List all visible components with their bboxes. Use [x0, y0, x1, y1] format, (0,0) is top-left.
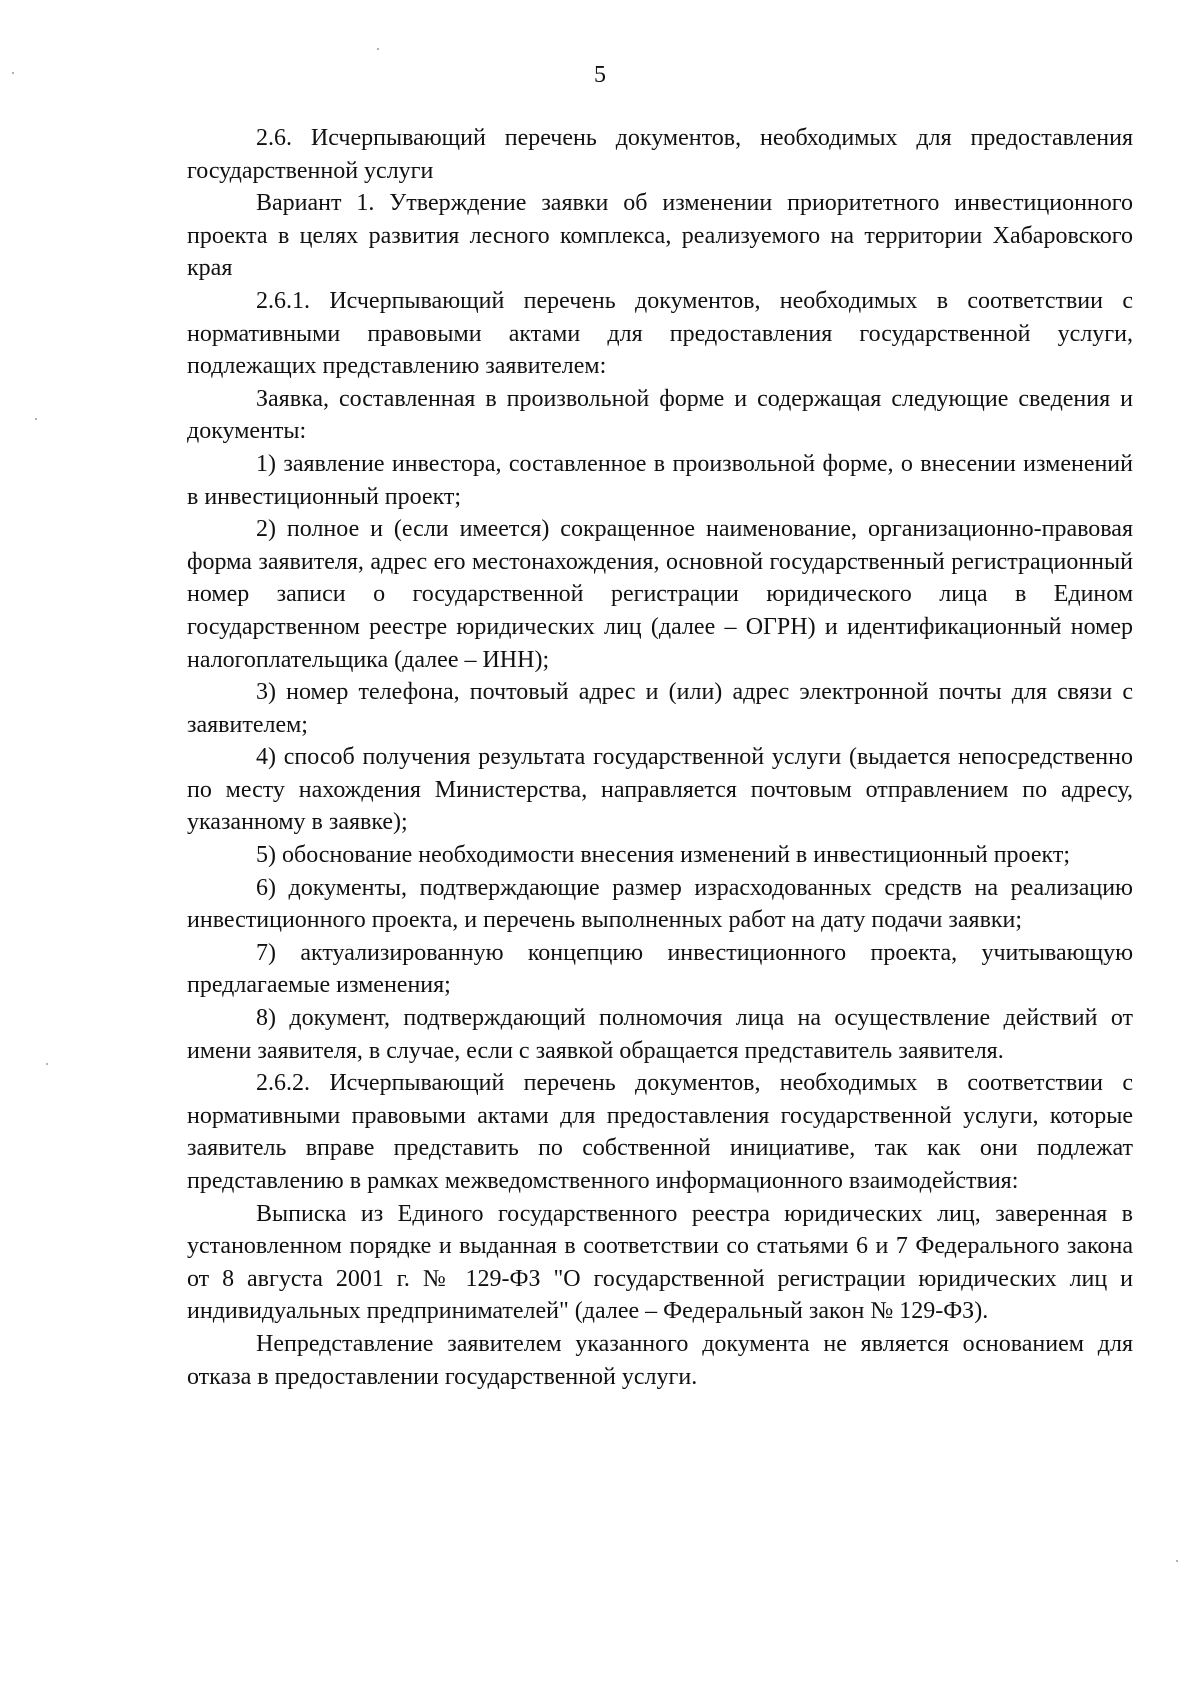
list-item-4: 4) способ получения результата государственной услуги (выдается непосредственно по месту нахождения Министерства, направляется почтовым отправлением по адресу, указанному в заявке); — [187, 744, 1133, 836]
list-item-3: 3) номер телефона, почтовый адрес и (или) адрес электронной почты для связи с заявителем; — [187, 679, 1133, 738]
list-item-5: 5) обоснование необходимости внесения изменений в инвестиционный проект; — [256, 842, 1070, 869]
list-item-8: 8) документ, подтверждающий полномочия лица на осуществление действий от имени заявителя, в случае, если с заявкой обращается представитель заявителя. — [187, 1005, 1133, 1064]
paragraph-2-6-1: 2.6.1. Исчерпывающий перечень документов, необходимых в соответствии с нормативными правовыми актами для предоставления государственной услуги, подлежащих представлению заявителем: — [187, 287, 1133, 380]
list-item-1: 1) заявление инвестора, составленное в произвольной форме, о внесении изменений в инвестиционный проект; — [187, 450, 1133, 510]
paragraph-egrul-extract: Выписка из Единого государственного реестра юридических лиц, заверенная в установленном порядке и выданная в соответствии со статьями 6 и 7 Федерального закона от 8 августа 2001 г. № 129-ФЗ "О государственной регистрации юридических лиц и индивидуальных предпринимателей" (далее – Федеральный закон № 129-ФЗ). — [187, 1200, 1133, 1325]
page-number: 5 — [594, 62, 606, 88]
paragraph-non-submission: Непредставление заявителем указанного документа не является основанием для отказа в предоставлении государственной услуги. — [187, 1330, 1133, 1390]
scan-speck — [46, 1063, 48, 1065]
scan-speck — [12, 72, 14, 74]
document-body — [187, 122, 1133, 1393]
list-item-2: 2) полное и (если имеется) сокращенное наименование, организационно-правовая форма заявителя, адрес его местонахождения, основной государственный регистрационный номер записи о государственной регистрации юридического лица в Едином государственном реестре юридических лиц (далее – ОГРН) и идентификационный номер налогоплательщика (далее – ИНН); — [187, 516, 1133, 673]
list-item-6: 6) документы, подтверждающие размер израсходованных средств на реализацию инвестиционного проекта, и перечень выполненных работ на дату подачи заявки; — [187, 874, 1133, 934]
list-item-7: 7) актуализированную концепцию инвестиционного проекта, учитывающую предлагаемые изменения; — [187, 939, 1133, 999]
paragraph-application-intro: Заявка, составленная в произвольной форме и содержащая следующие сведения и документы: — [187, 385, 1133, 445]
scan-speck — [1176, 1560, 1178, 1562]
paragraph-2-6-2: 2.6.2. Исчерпывающий перечень документов, необходимых в соответствии с нормативными правовыми актами для предоставления государственной услуги, которые заявитель вправе представить по собственной инициативе, так как они подлежат представлению в рамках межведомственного информационного взаимодействия: — [187, 1070, 1133, 1194]
scan-speck — [35, 418, 37, 420]
paragraph-2-6-heading: 2.6. Исчерпывающий перечень документов, необходимых для предоставления государственной услуги — [187, 125, 1133, 184]
paragraph-variant-1: Вариант 1. Утверждение заявки об изменении приоритетного инвестиционного проекта в целях развития лесного комплекса, реализуемого на территории Хабаровского края — [187, 190, 1133, 282]
scan-speck — [377, 48, 379, 50]
